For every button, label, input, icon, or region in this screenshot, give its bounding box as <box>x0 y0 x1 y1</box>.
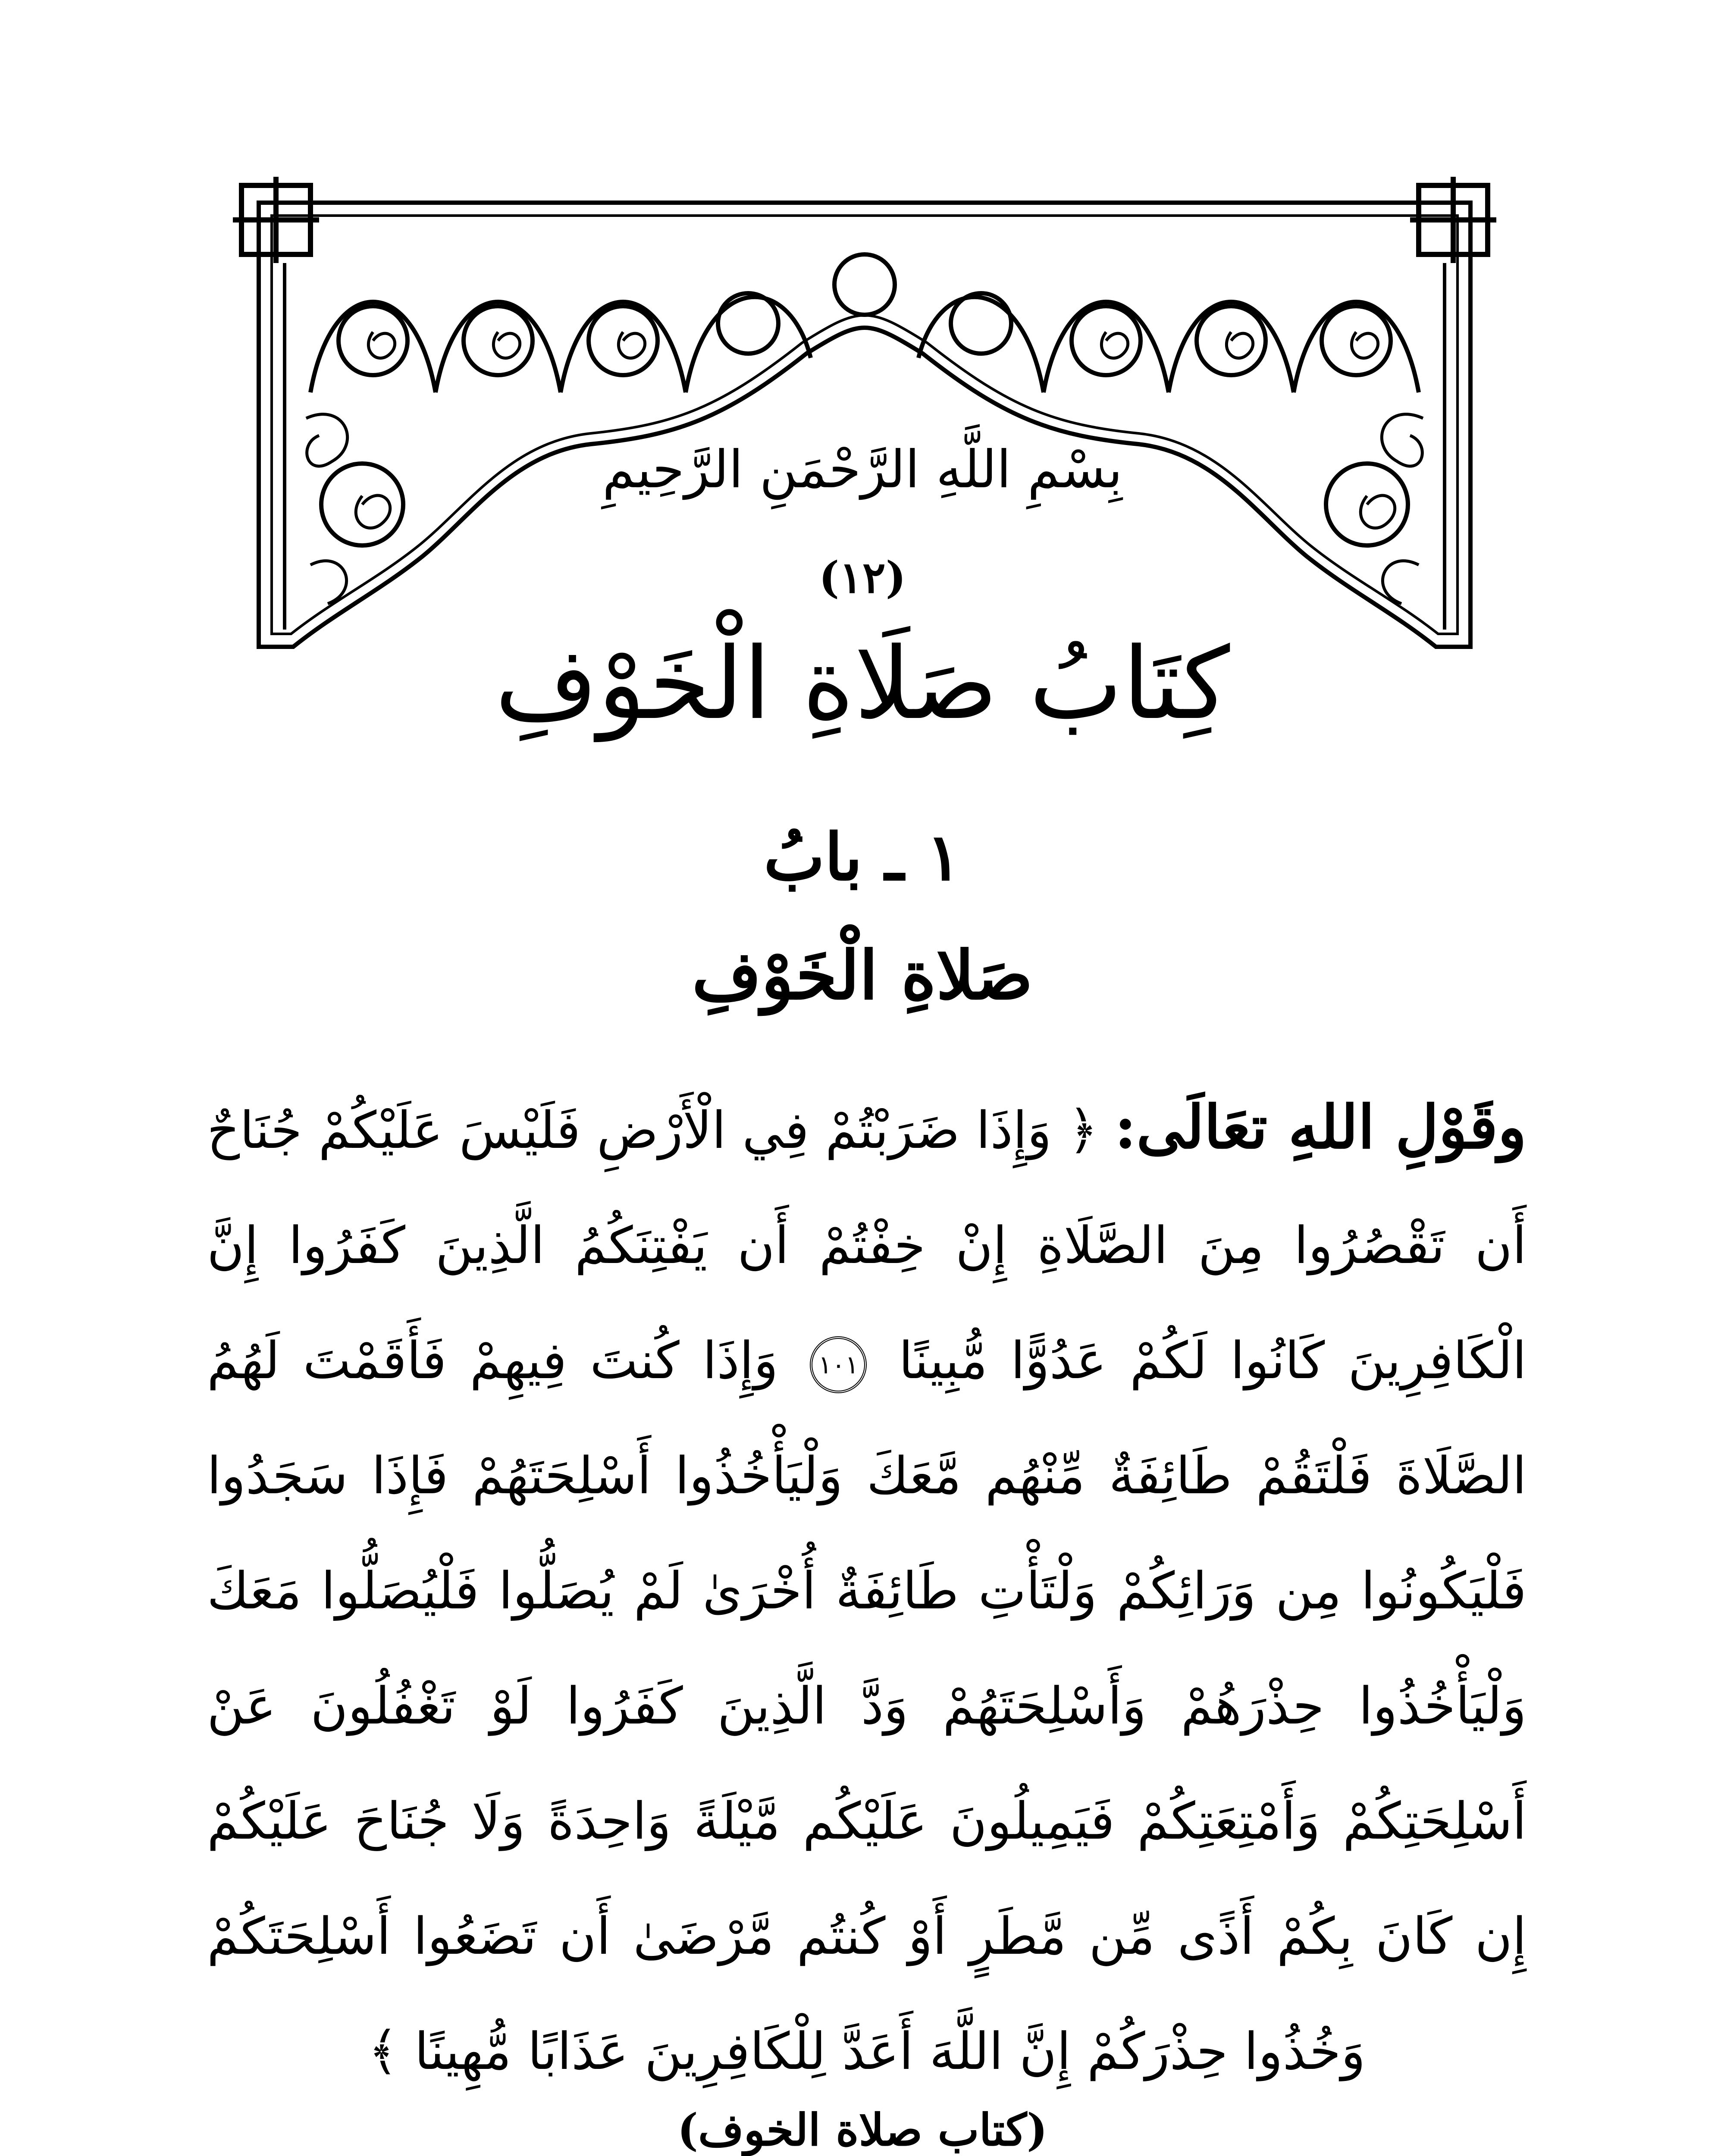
section-heading: (كتاب صلاة الخوف) <box>677 2104 1048 2156</box>
verse-text-101: وَإِذَا ضَرَبْتُمْ فِي الْأَرْضِ فَلَيْسَ عَلَيْكُمْ جُنَاحٌ أَن تَقْصُرُوا مِنَ الصَّلَاةِ إِنْ خِفْتُمْ أَن يَفْتِنَكُمُ الَّذِينَ كَفَرُوا إِنَّ الْكَافِرِينَ كَانُوا لَكُمْ عَدُوًّا مُّبِينًا <box>207 1100 1527 1390</box>
verse-text-102: وَإِذَا كُنتَ فِيهِمْ فَأَقَمْتَ لَهُمُ الصَّلَاةَ فَلْتَقُمْ طَائِفَةٌ مِّنْهُم مَّعَكَ وَلْيَأْخُذُوا أَسْلِحَتَهُمْ فَإِذَا سَجَدُوا فَلْيَكُونُوا مِن وَرَائِكُمْ وَلْتَأْتِ طَائِفَةٌ أُخْرَىٰ لَمْ يُصَلُّوا فَلْيُصَلُّوا مَعَكَ وَلْيَأْخُذُوا حِذْرَهُمْ وَأَسْلِحَتَهُمْ وَدَّ الَّذِينَ كَفَرُوا لَوْ تَغْفُلُونَ عَنْ أَسْلِحَتِكُمْ وَأَمْتِعَتِكُمْ فَيَمِيلُونَ عَلَيْكُم مَّيْلَةً وَاحِدَةً وَلَا جُنَاحَ عَلَيْكُمْ إِن كَانَ بِكُمْ أَذًى مِّن مَّطَرٍ أَوْ كُنتُم مَّرْضَىٰ أَن تَضَعُوا أَسْلِحَتَكُمْ وَخُذُوا حِذْرَكُمْ إِنَّ اللَّهَ أَعَدَّ لِلْكَافِرِينَ عَذَابًا مُّهِينًا <box>207 1331 1527 2081</box>
chapter-title: صَلاةِ الْخَوْفِ <box>692 936 1033 1015</box>
ayah-number-marker: ١٠١ <box>810 1336 867 1393</box>
quran-verse-block <box>207 1069 1527 2109</box>
basmala: بِسْمِ اللَّهِ الرَّحْمَنِ الرَّحِيمِ <box>602 440 1123 500</box>
chapter-number: ١ ـ بابُ <box>764 819 961 895</box>
verse-open-bracket: ﴿ <box>1068 1100 1098 1160</box>
book-number: (١٢) <box>818 552 906 603</box>
verse-introduction: وقَوْلِ اللهِ تعَالَى: <box>1114 1092 1527 1162</box>
book-title: كِتَابُ صَلَاةِ الْخَوْفِ <box>495 627 1230 742</box>
verse-close-bracket: ﴾ <box>368 2021 398 2081</box>
